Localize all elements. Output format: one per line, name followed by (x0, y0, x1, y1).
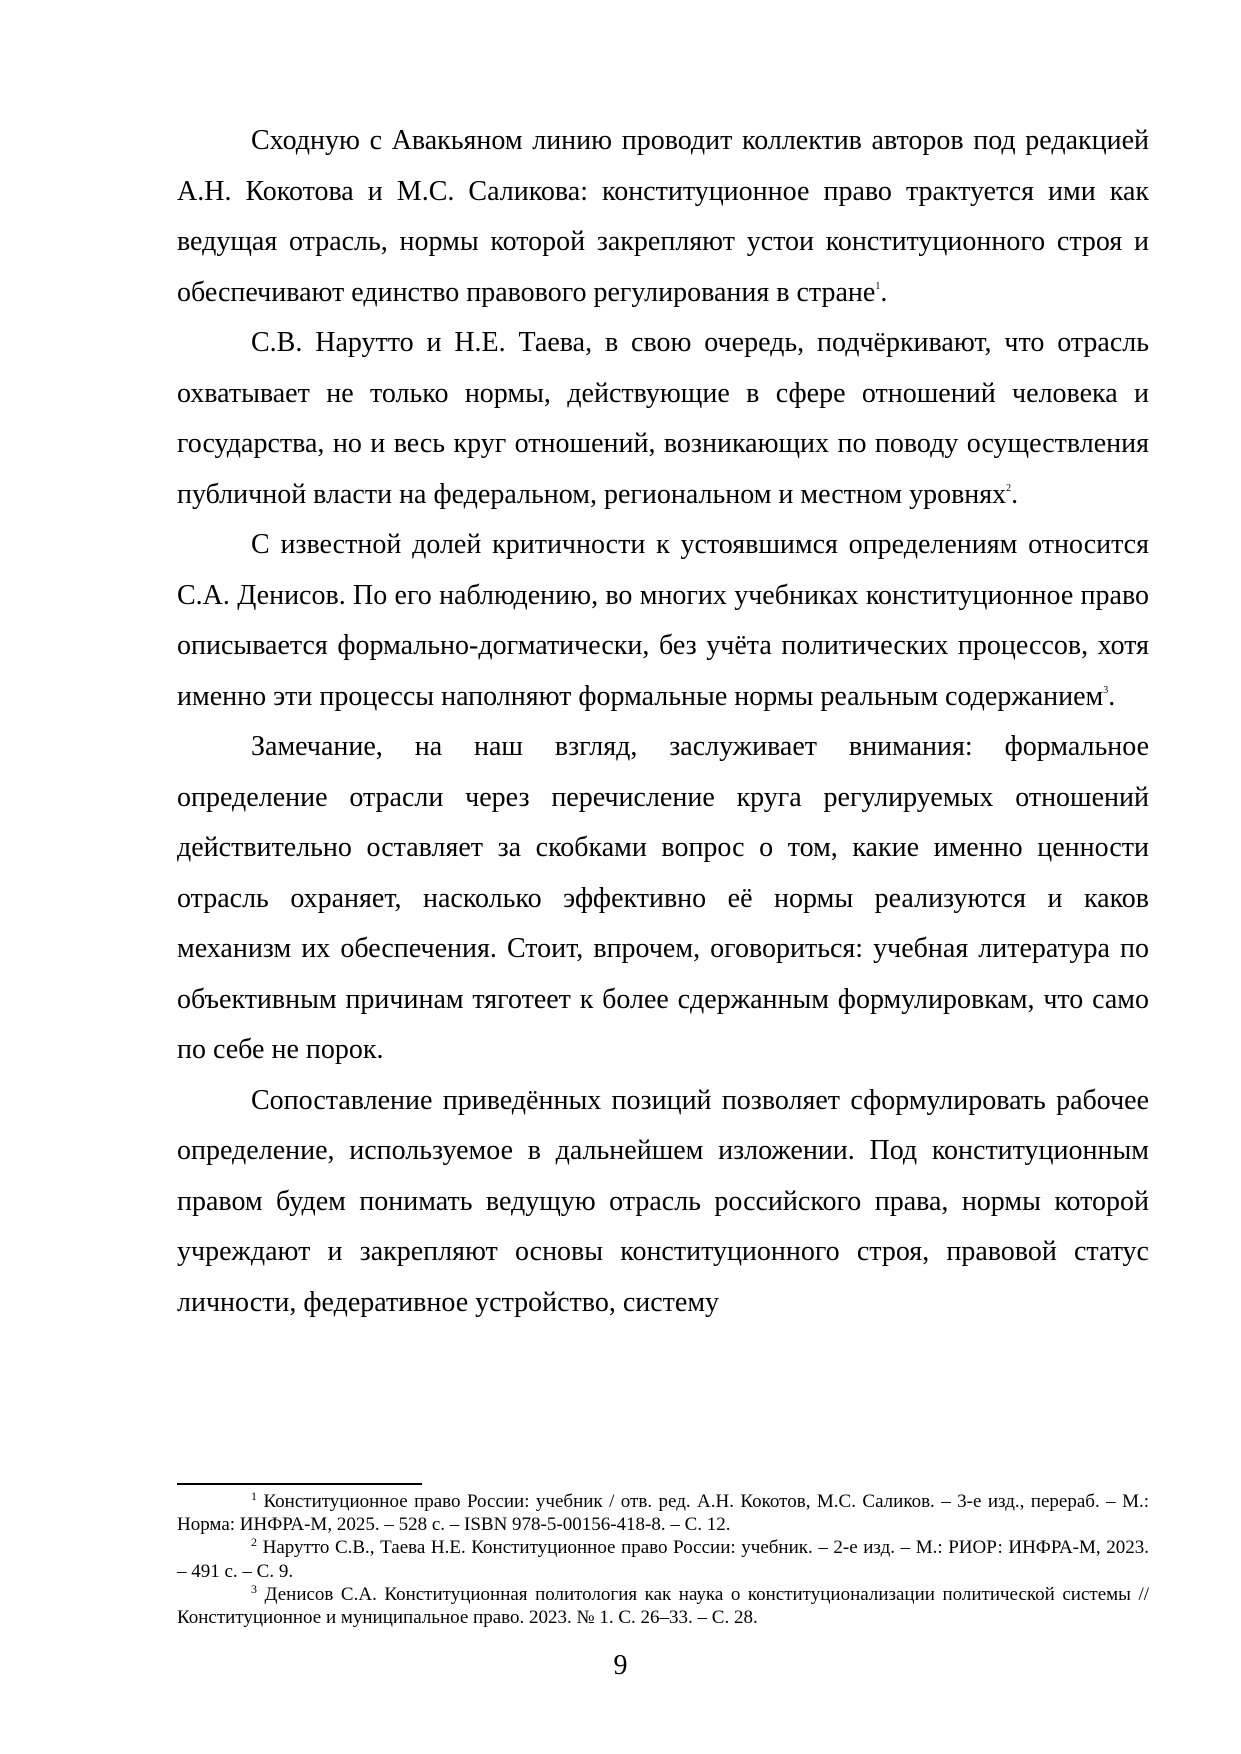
footnote-mark: 2 (251, 1535, 257, 1550)
footnote (177, 1536, 1149, 1582)
footnote-ref[interactable]: 1 (875, 280, 881, 292)
footnote-ref[interactable]: 2 (1006, 482, 1012, 494)
footnote (177, 1583, 1149, 1629)
paragraph-text: Замечание, на наш взгляд, заслуживает внимания: формальное определение отрасли через перечисление круга регулируемых отношений действительно оставляет за скобками вопрос о том, какие именно ценности отрасль охраняет, насколько эффективно её нормы реализуются и каков механизм их обеспечения. Стоит, впрочем, оговориться: учебная литература по объективным причинам тяготеет к более сдержанным формулировкам, что само по себе не порок. (177, 731, 1149, 1065)
paragraph (177, 520, 1149, 722)
footnotes (177, 1490, 1149, 1629)
paragraph-text: С.В. Нарутто и Н.Е. Таева, в свою очередь, подчёркивают, что отрасль охватывает не только нормы, действующие в сфере отношений человека и государства, но и весь круг отношений, возникающих по поводу осуществления публичной власти на федеральном, региональном и местном уровнях (177, 327, 1149, 510)
footnote-separator (177, 1483, 422, 1485)
paragraph-tail: . (1011, 478, 1019, 510)
footnote-mark: 1 (251, 1489, 257, 1503)
footnote-ref[interactable]: 3 (1103, 684, 1109, 696)
paragraph (177, 318, 1149, 520)
footnote-text: Конституционное право России: учебник / отв. ред. А.Н. Кокотов, М.С. Саликов. – 3-е изд., перераб. – М.: Норма: ИНФРА-М, 2025. – 528 с. – ISBN 978-5-00156-418-8. – С. 12. (177, 1491, 1149, 1536)
footnote-text: Денисов С.А. Конституционная политология как наука о конституционализации политической системы // Конституционное и муниципальное право. 2023. № 1. С. 26–33. – С. 28. (177, 1583, 1149, 1629)
paragraph-tail: . (1108, 680, 1116, 712)
footnote-mark: 3 (251, 1581, 257, 1596)
footnote-text: Нарутто С.В., Таева Н.Е. Конституционное право России: учебник. – 2-е изд. – М.: РИОР: ИНФРА-М, 2023. – 491 с. – С. 9. (177, 1537, 1149, 1582)
paragraph-tail: . (880, 276, 888, 308)
paragraph-text: Сопоставление приведённых позиций позволяет сформулировать рабочее определение, используемое в дальнейшем изложении. Под конституционным правом будем понимать ведущую отрасль российского права, нормы которой учреждают и закрепляют основы конституционного строя, правовой статус личности, федеративное устройство, систему (177, 1084, 1149, 1318)
paragraph (177, 1076, 1149, 1329)
paragraph (177, 116, 1149, 318)
paragraph-text: Сходную с Авакьяном линию проводит коллектив авторов под редакцией А.Н. Кокотова и М.С. Саликова: конституционное право трактуется ими как ведущая отрасль, нормы которой закрепляют устои конституционного строя и обеспечивают единство правового регулирования в стране (177, 125, 1149, 308)
paragraph (177, 722, 1149, 1076)
paragraph-text: С известной долей критичности к устоявшимся определениям относится С.А. Денисов. По его наблюдению, во многих учебниках конституционное право описывается формально-догматически, без учёта политических процессов, хотя именно эти процессы наполняют формальные нормы реальным содержанием (177, 529, 1149, 712)
footnote (177, 1490, 1149, 1536)
body-text (177, 116, 1149, 1328)
page-number: 9 (613, 1650, 628, 1681)
